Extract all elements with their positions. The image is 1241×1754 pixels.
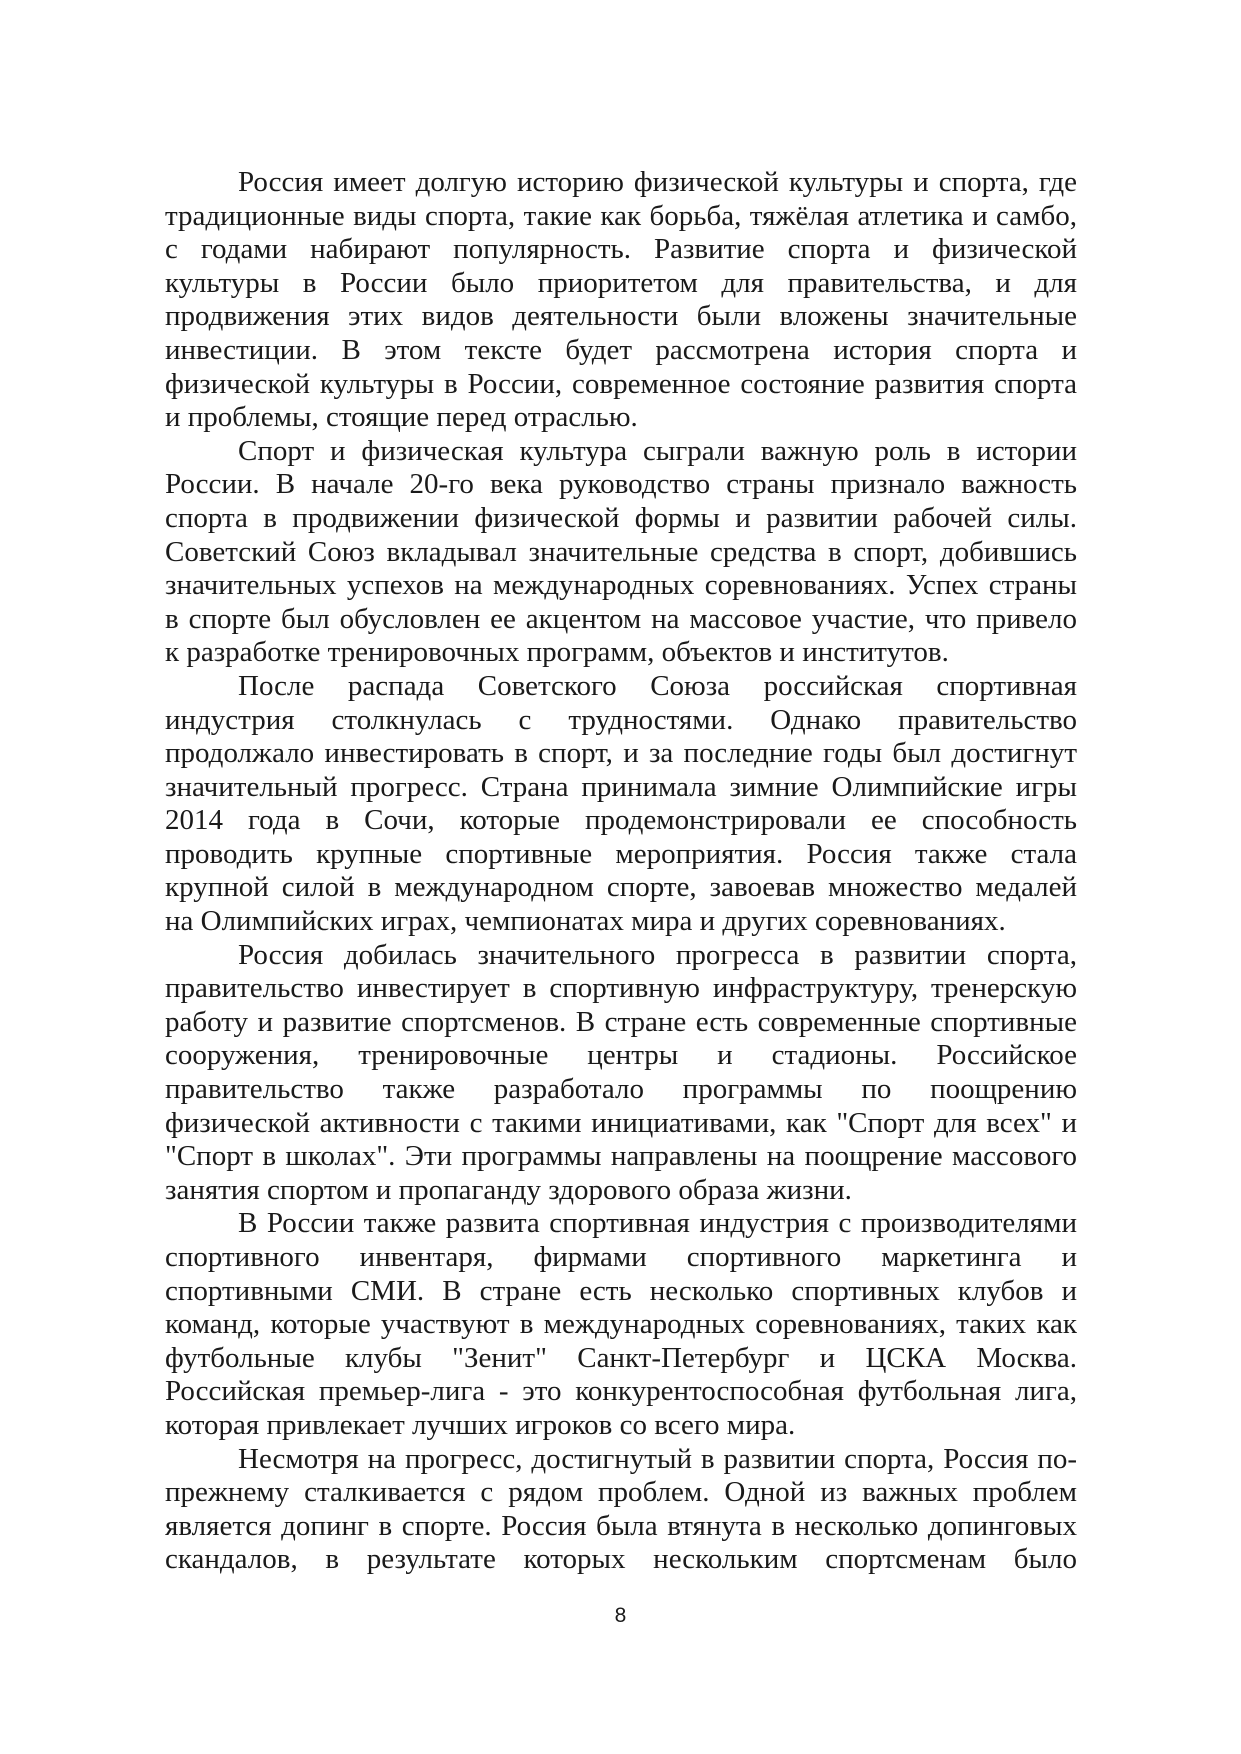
page-number: 8 [614,1604,627,1627]
text-line: является допинг в спорте. Россия была втянута в несколько допинговых [165,1509,1077,1542]
text-line: с годами набирают популярность. Развитие спорта и физической [165,233,1077,266]
text-line: значительных успехов на международных соревнованиях. Успех страны [165,569,1077,602]
text-line: работу и развитие спортсменов. В стране есть современные спортивные [165,1005,1077,1038]
text-line: правительство также разработало программы по поощрению [165,1073,1077,1106]
text-line: инвестиции. В этом тексте будет рассмотрена история спорта и [165,333,1077,366]
text-line: спорта в продвижении физической формы и развитии рабочей силы. [165,501,1077,534]
text-line: Спорт и физическая культура сыграли важную роль в истории [238,434,1077,467]
text-line: Россия добилась значительного прогресса в развитии спорта, [238,938,1077,971]
text-line: которая привлекает лучших игроков со всего мира. [165,1408,796,1441]
text-line: футбольные клубы "Зенит" Санкт-Петербург и ЦСКА Москва. [165,1341,1077,1374]
text-line: Несмотря на прогресс, достигнутый в развитии спорта, Россия по- [238,1442,1077,1475]
text-line: продвижения этих видов деятельности были вложены значительные [165,300,1077,333]
text-line: В России также развита спортивная индустрия с производителями [238,1207,1077,1240]
text-line: в спорте был обусловлен ее акцентом на массовое участие, что привело [165,602,1077,635]
text-line: Россия имеет долгую историю физической культуры и спорта, где [238,166,1077,198]
text-line: к разработке тренировочных программ, объектов и институтов. [165,636,949,669]
text-line: традиционные виды спорта, такие как борьба, тяжёлая атлетика и самбо, [165,199,1077,232]
paragraph [165,1207,1077,1442]
text-line: правительство инвестирует в спортивную инфраструктуру, тренерскую [165,972,1077,1005]
text-line: занятия спортом и пропаганду здорового образа жизни. [165,1173,852,1206]
text-line: скандалов, в результате которых нескольким спортсменам было [165,1543,1077,1576]
body-text [165,166,1077,1577]
text-line: физической культуры в России, современное состояние развития спорта [165,367,1077,400]
paragraph [165,939,1077,1208]
text-line: крупной силой в международном спорте, завоевав множество медалей [165,871,1077,904]
paragraph [165,166,1077,435]
text-line: индустрия столкнулась с трудностями. Однако правительство [165,703,1077,736]
text-line: продолжало инвестировать в спорт, и за последние годы был достигнут [165,737,1077,770]
paragraph [165,435,1077,670]
text-line: прежнему сталкивается с рядом проблем. Одной из важных проблем [165,1476,1077,1509]
text-line: проводить крупные спортивные мероприятия. Россия также стала [165,837,1077,870]
text-line: 2014 года в Сочи, которые продемонстрировали ее способность [165,804,1077,837]
paragraph [165,1443,1077,1577]
text-line: культуры в России было приоритетом для правительства, и для [165,266,1077,299]
text-line: значительный прогресс. Страна принимала зимние Олимпийские игры [165,770,1077,803]
paragraph [165,670,1077,939]
text-line: спортивного инвентаря, фирмами спортивного маркетинга и [165,1241,1077,1273]
text-line: Советский Союз вкладывал значительные средства в спорт, добившись [165,535,1077,568]
text-line: Российская премьер-лига - это конкурентоспособная футбольная лига, [165,1375,1077,1408]
text-line: и проблемы, стоящие перед отраслью. [165,401,638,434]
text-line: После распада Советского Союза российская спортивная [238,669,1077,702]
text-line: России. В начале 20-го века руководство страны признало важность [165,468,1077,501]
text-line: сооружения, тренировочные центры и стадионы. Российское [165,1039,1077,1072]
text-line: "Спорт в школах". Эти программы направлены на поощрение массового [165,1140,1077,1173]
text-line: спортивными СМИ. В стране есть несколько спортивных клубов и [165,1274,1077,1307]
text-line: на Олимпийских играх, чемпионатах мира и других соревнованиях. [165,905,1006,938]
text-line: физической активности с такими инициативами, как "Спорт для всех" и [165,1106,1077,1139]
text-line: команд, которые участвуют в международных соревнованиях, таких как [165,1308,1077,1341]
